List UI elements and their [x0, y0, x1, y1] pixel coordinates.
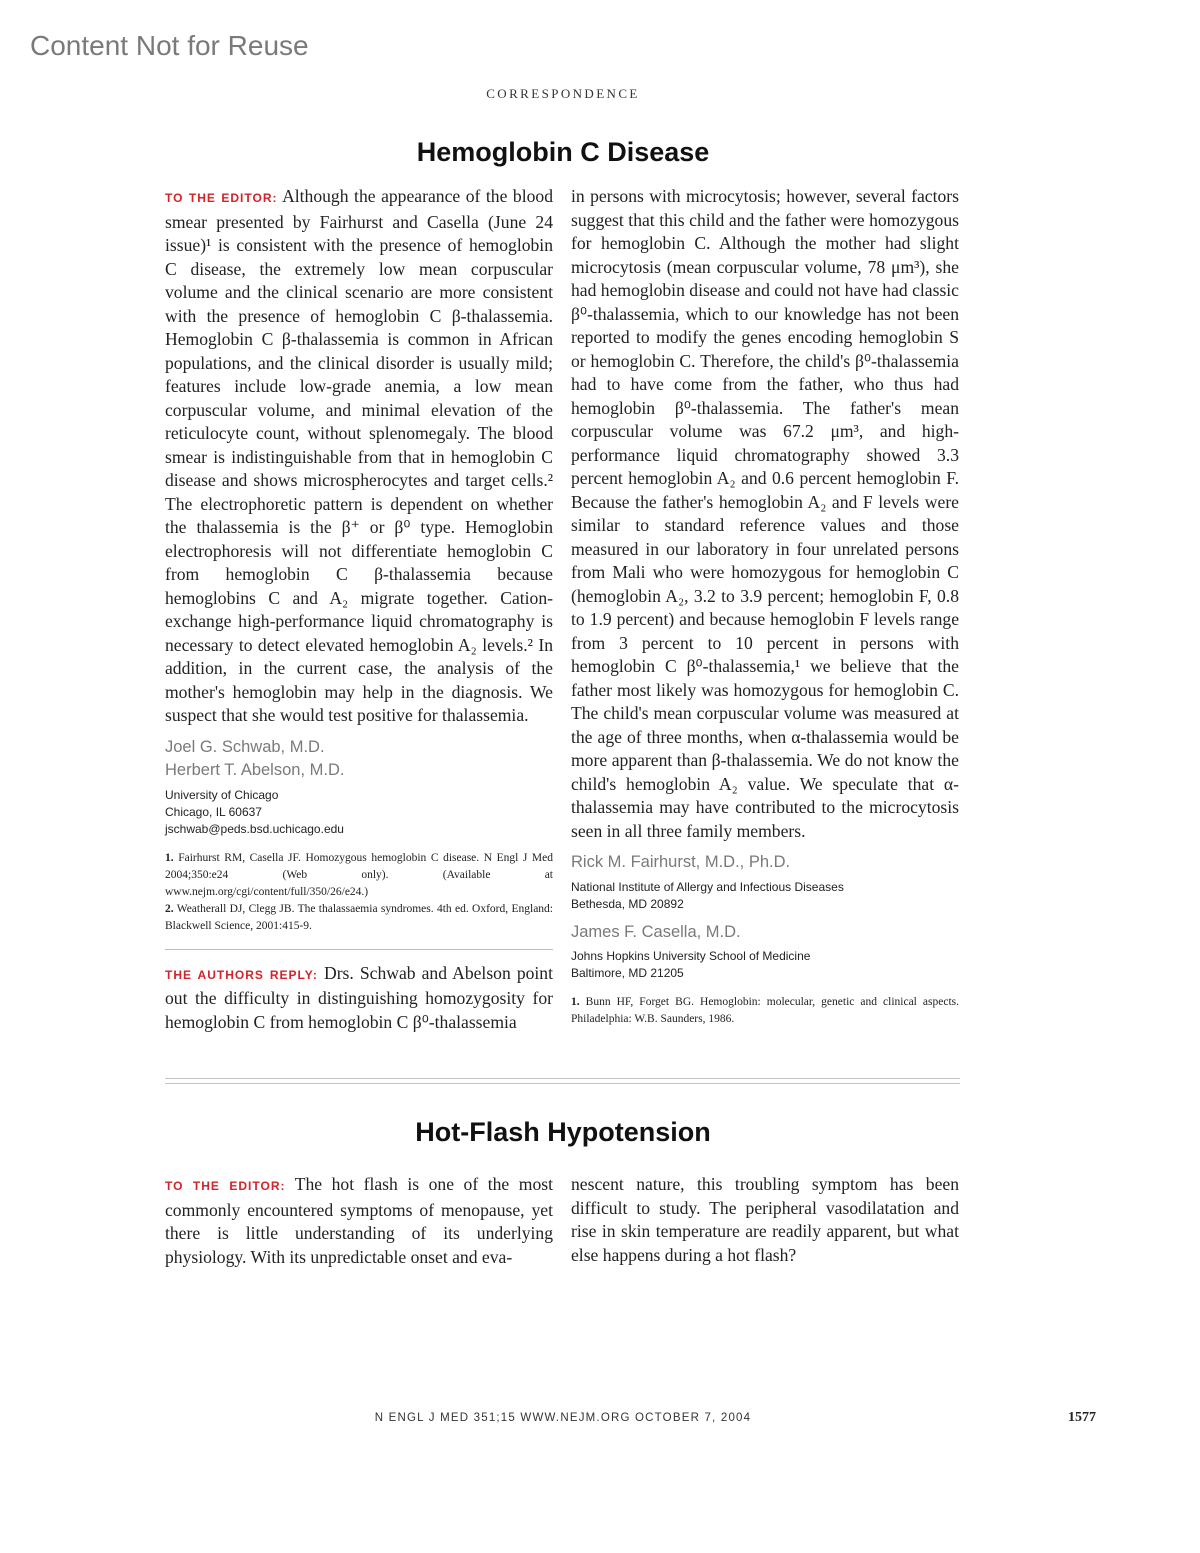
reference-item: 2. Weatherall DJ, Clegg JB. The thalassaemia syndromes. 4th ed. Oxford, England: Blackwell Science, 2001:415-9. [165, 902, 553, 932]
author-name: Joel G. Schwab, M.D. [165, 737, 325, 756]
author-name: Rick M. Fairhurst, M.D., Ph.D. [571, 853, 791, 871]
watermark: Content Not for Reuse [30, 30, 309, 61]
article2-right-column [571, 1173, 959, 1267]
author-email[interactable]: jschwab@peds.bsd.uchicago.edu [165, 821, 344, 836]
page-number: 1577 [1068, 1410, 1096, 1425]
reply-paragraph-continued: in persons with microcytosis; however, several factors suggest that this child and the father were homozygous for hemoglobin C. Although the mother had slight microcytosis (mean corpuscular volume, 78 μm³), she had hemoglobin disease and could not have had classic β⁰-thalassemia, which to our knowledge has not been reported to modify the genes encoding hemoglobin S or hemoglobin C. Therefore, the child's β⁰-thalassemia had to have come from the father, who thus had hemoglobin β⁰-thalassemia. The father's mean corpuscular volume was 67.2 μm³, and high- performance liquid chromatography showed 3.3 percent hemoglobin A₂ and 0.6 percent hemoglobin F. Because the father's hemoglobin A₂ and F levels were similar to standard reference values and those measured in our laboratory in four unrelated persons from Mali who were homozygous for hemoglobin C (hemoglobin A₂, 3.2 to 3.9 percent; hemoglobin F, 0.8 to 1.9 percent) and because hemoglobin F levels range from 3 percent to 10 percent in persons with hemoglobin C β⁰-thalassemia,¹ we believe that the father most likely was homozygous for hemoglobin C. The child's mean corpuscular volume was measured at the age of three months, when α-thalassemia would be more apparent than β-thalassemia. We do not know the child's hemoglobin A₂ value. We speculate that α-thalassemia may have contributed to the microcytosis seen in all three family members. [571, 186, 959, 841]
author-affiliation [571, 948, 959, 982]
reply-text: Drs. Schwab and Abelson point out the difficulty in distinguishing homozygosity for hemoglobin C from hemoglobin C β⁰-thalassemia [165, 962, 553, 1032]
author-affiliation [571, 879, 959, 913]
section-label: CORRESPONDENCE [486, 86, 640, 101]
letter-text: The hot flash is one of the most commonly encountered symptoms of menopause, yet there is little understanding of its underlying physiology. With its unpredictable onset and eva- [165, 1174, 553, 1267]
article-title: Hemoglobin C Disease [416, 137, 710, 167]
letter-lead: TO THE EDITOR: [165, 1179, 286, 1193]
reference-item: 1. Bunn HF, Forget BG. Hemoglobin: molecular, genetic and clinical aspects. Philadelphia: W.B. Saunders, 1986. [571, 996, 959, 1025]
author-affiliation [165, 787, 553, 838]
affiliation-line: Chicago, IL 60637 [165, 804, 262, 819]
article-title: Hot-Flash Hypotension [415, 1117, 711, 1147]
reply-paragraph [165, 962, 553, 1035]
affiliation-line: Bethesda, MD 20892 [571, 896, 684, 911]
letter-paragraph [165, 185, 553, 728]
author-name: James F. Casella, M.D. [571, 922, 741, 941]
letter-text: Although the appearance of the blood smear presented by Fairhurst and Casella (June 24 issue)¹ is consistent with the presence of hemoglobin C disease, the extremely low mean corpuscular volume and the clinical scenario are more consistent with the presence of hemoglobin C β-thalassemia. Hemoglobin C β-thalassemia is common in African populations, and the clinical disorder is usually mild; features include low-grade anemia, a low mean corpuscular volume, and minimal elevation of the reticulocyte count, without splenomegaly. The blood smear is indistinguishable from that in hemoglobin C disease and shows microspherocytes and target cells.² The electrophoretic pattern is dependent on whether the thalassemia is the β⁺ or β⁰ type. Hemoglobin electrophoresis will not differentiate hemoglobin C from hemoglobin C β-thalassemia because hemoglobins C and A₂ migrate together. Cation-exchange high-performance liquid chromatography is necessary to detect elevated hemoglobin A₂ levels.² In addition, in the current case, the analysis of the mother's hemoglobin may help in the diagnosis. We suspect that she would test positive for thalassemia. [165, 186, 553, 725]
article1-right-column [571, 185, 959, 1028]
reference-item: 1. Fairhurst RM, Casella JF. Homozygous hemoglobin C disease. N Engl J Med 2004;350:e24 (Web only). (Available at www.nejm.org/cgi/content/full/350/26/e24.) [165, 851, 554, 898]
letter-paragraph-continued: nescent nature, this troubling symptom has been difficult to study. The peripheral vasodilatation and rise in skin temperature are readily apparent, but what else happens during a hot flash? [571, 1174, 959, 1265]
affiliation-line: Johns Hopkins University School of Medicine [571, 949, 811, 963]
letter-paragraph [165, 1173, 553, 1269]
section-divider [165, 949, 553, 950]
page-footer-citation: N ENGL J MED 351;15 WWW.NEJM.ORG OCTOBER 7, 2004 [374, 1412, 752, 1424]
letter-lead: TO THE EDITOR: [165, 191, 278, 205]
article-separator-rule [165, 1083, 960, 1084]
author-name: Herbert T. Abelson, M.D. [165, 761, 345, 779]
reference-list [165, 850, 553, 935]
article2-left-column [165, 1173, 553, 1269]
affiliation-line: National Institute of Allergy and Infectious Diseases [571, 879, 844, 894]
reply-lead: THE AUTHORS REPLY: [165, 967, 318, 982]
article1-left-column [165, 185, 553, 1034]
affiliation-line: University of Chicago [165, 787, 279, 802]
reference-list [571, 994, 959, 1028]
article-separator-rule [165, 1078, 960, 1079]
affiliation-line: Baltimore, MD 21205 [571, 966, 684, 980]
